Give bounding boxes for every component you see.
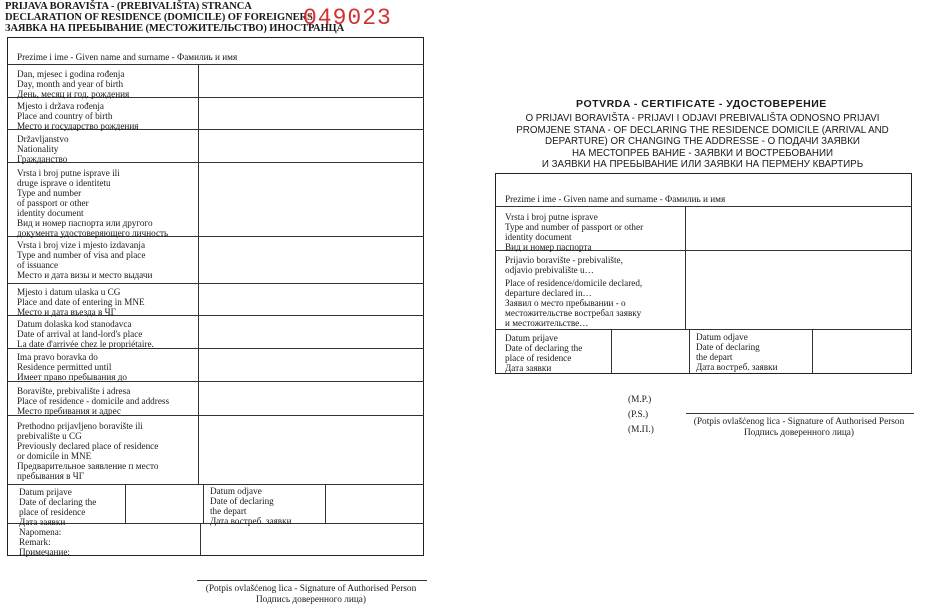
certificate-subtitle: O PRIJAVI BORAVIŠTA - PRIJAVI I ODJAVI PREBIVALIŠTA ODNOSNO PRIJAVI PROMJENE STANA - OF DECLARING THE RESIDENCE DOMICILE (ARRIVAL AND DEPARTURE) OR CHANGING THE ADDRESSE - О ПОДАЧИ ЗАЯВКИ НА МЕСТОПРЕБ ВАНИЕ - ЗАЯВКИ И ВОСТРЕБОВАНИИ И ЗАЯВКИ НА ПРЕБЫВАНИЕ ИЛИ ЗАЯВКИ НА ПЕРМЕНУ КВАРТИРЬ [516, 113, 889, 170]
header-line-3: ЗАЯВКА НА ПРЕБЫВАНИЕ (МЕСТОЖИТЕЛЬСТВО) ИНОСТРАНЦА [5, 23, 345, 34]
previous-residence-field[interactable] [199, 416, 423, 483]
serial-number: 049023 [303, 5, 392, 31]
arrival-landlord-label: Datum dolaska kod stanodavca Date of arrival at land-lord's place La date d'arrivée chez le propriétaire. [17, 319, 154, 349]
passport-field[interactable] [199, 163, 423, 235]
residence-address-label: Boravište, prebivalište i adresa Place of residence - domicile and address Место пребивания и адрес [17, 386, 170, 416]
cert-depart-date-field[interactable] [813, 330, 911, 373]
birth-place-field[interactable] [199, 98, 423, 128]
certificate-title: POTVRDA - CERTIFICATE - УДОСТОВЕРЕНИЕ [576, 98, 827, 110]
entry-field[interactable] [199, 284, 423, 314]
permitted-until-label: Ima pravo boravka do Residence permitted until Имеет право пребывания до [17, 352, 128, 382]
birth-place-label: Mjesto i država rođenja Place and country of birth Место и государство рождения [17, 101, 139, 131]
arrival-landlord-field[interactable] [199, 316, 423, 347]
passport-label: Vrsta i broj putne isprave ili druge isprave o identitetu Type and number of passport or other identity document Вид и номер паспорта или другого документа удостоверяющего личность [17, 168, 169, 238]
declaration-date-field[interactable] [126, 485, 202, 522]
header-line-2: DECLARATION OF RESIDENCE (DOMICILE) OF FOREIGNERS [5, 12, 313, 23]
remark-field[interactable] [201, 524, 423, 555]
header-line-1: PRIJAVA BORAVIŠTA - (PREBIVALIŠTA) STRANCA [5, 1, 252, 12]
declaration-date-label: Datum prijave Date of declaring the place of residence Дата заявки [19, 487, 97, 527]
depart-date-label: Datum odjave Date of declaring the depart Дата востреб. заявки [210, 486, 292, 526]
birth-date-field[interactable] [199, 65, 423, 96]
cert-signature-caption: (Potpis ovlašćenog lica - Signature of Authorised Person Подпись доверенного лица) [693, 417, 905, 438]
given-name-label: Prezime i ime - Given name and surname - Фамилиь и имя [17, 52, 238, 62]
nationality-field[interactable] [199, 130, 423, 161]
birth-date-label: Dan, mjesec i godina rođenja Day, month and year of birth День, месяц и год. рождения [17, 69, 130, 99]
depart-date-field[interactable] [326, 485, 423, 522]
cert-passport-field[interactable] [686, 207, 911, 249]
cert-depart-date-label: Datum odjave Date of declaring the depart Дата востреб. заявки [696, 332, 778, 372]
nationality-label: Državljanstvo Nationality Гражданство [17, 134, 69, 164]
entry-label: Mjesto i datum ulaska u CG Place and date of entering in MNE Место и дата въезда в ЧГ [17, 287, 145, 317]
stamp-placeholder: (M.P.) (P.S.) (M.П.) [628, 395, 654, 435]
previous-residence-label: Prethodno prijavljeno boravište ili prebivalište u CG Previously declared place of residence or domicile in MNE Предварительное заявление п место пребывания в ЧГ [17, 421, 159, 481]
cert-passport-label: Vrsta i broj putne isprave Type and number of passport or other identity document Вид и номер паспорта [505, 212, 644, 252]
visa-field[interactable] [199, 237, 423, 282]
residence-address-field[interactable] [199, 382, 423, 414]
permitted-until-field[interactable] [199, 349, 423, 380]
cert-declaration-date-field[interactable] [612, 330, 688, 373]
cert-declared-label: Prijavio boravište - prebivalište, odjavio prebivalište u… Place of residence/domicile declared, departure declared in… Заявил о место пребывании - о местожительстве востребал заявку и местожительстве… [505, 255, 643, 328]
cert-declared-field[interactable] [686, 251, 911, 328]
cert-given-name-label: Prezime i ime - Given name and surname - Фамилиь и имя [505, 194, 726, 204]
visa-label: Vrsta i broj vize i mjesto izdavanja Type and number of visa and place of issuance Место и дата визы и место выдачи [17, 240, 153, 280]
form-header [5, 1, 344, 34]
cert-declaration-date-label: Datum prijave Date of declaring the place of residence Дата заявки [505, 333, 583, 373]
remark-label: Napomena: Remark: Примечание: [19, 527, 70, 557]
left-signature-caption: (Potpis ovlašćenog lica - Signature of Authorised Person Подпись доверенного лица) [205, 584, 417, 605]
